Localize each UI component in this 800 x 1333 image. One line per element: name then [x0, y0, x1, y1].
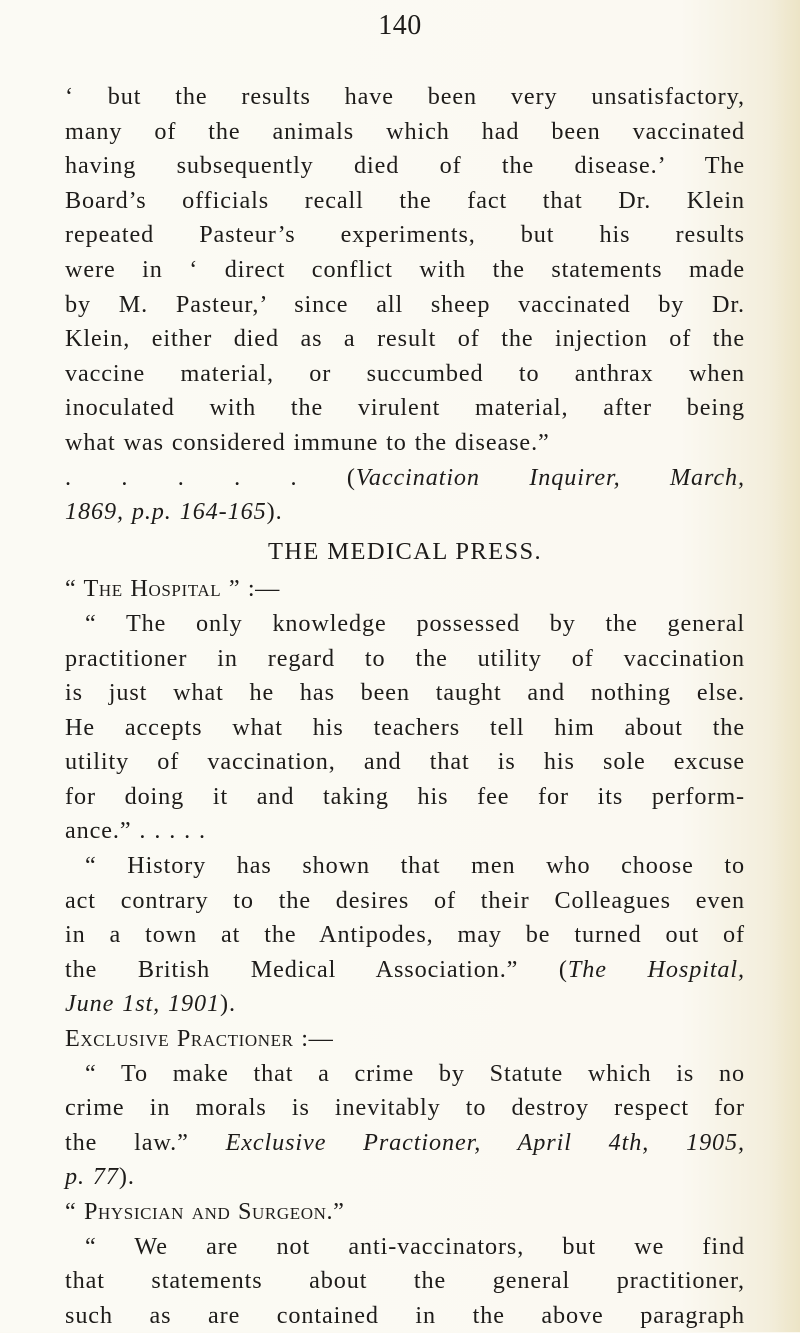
text-line: repeated Pasteur’s experiments, but his results: [65, 221, 745, 249]
body-text: [65, 80, 745, 1333]
text-line: in a town at the Antipodes, may be turned out of: [65, 921, 745, 949]
text-line: inoculated with the virulent material, after being: [65, 394, 745, 422]
text-line: many of the animals which had been vaccinated: [65, 117, 745, 145]
source-label: “ The Hospital ” :—: [65, 575, 280, 603]
text-line: such as are contained in the above paragraph: [65, 1301, 745, 1329]
text-line: crime in morals is inevitably to destroy respect for: [65, 1094, 745, 1122]
citation-line: [65, 461, 745, 496]
citation-post: ).: [118, 1163, 135, 1191]
citation-line: [65, 1160, 745, 1195]
citation-line: [65, 953, 745, 988]
text-line: Board’s officials recall the fact that Dr. Klein: [65, 186, 745, 214]
source-label: “ Physician and Surgeon.”: [65, 1198, 345, 1225]
text-line: “ To make that a crime by Statute which is no: [85, 1059, 745, 1087]
text-line: act contrary to the desires of their Colleagues even: [65, 886, 745, 914]
text-line: He accepts what his teachers tell him about the: [65, 713, 745, 741]
text-line: practitioner in regard to the utility of vaccination: [65, 644, 745, 672]
citation-line: [65, 1126, 745, 1161]
citation-pre: . . . . . (: [65, 463, 356, 491]
text-line: what was considered immune to the disease.”: [65, 428, 550, 456]
text-line: having subsequently died of the disease.’ The: [65, 152, 745, 180]
citation-italic: The Hospital,: [567, 955, 745, 983]
text-line: ance.” . . . . .: [65, 817, 206, 845]
text-line: ‘ but the results have been very unsatisfactory,: [65, 83, 745, 110]
text-line: that statements about the general practitioner,: [65, 1267, 745, 1295]
citation-italic: p. 77: [65, 1163, 119, 1191]
text-line: for doing it and taking his fee for its perform-: [65, 782, 745, 810]
text-line: “ We are not anti-vaccinators, but we find: [85, 1232, 745, 1260]
text-line: “ The only knowledge possessed by the general: [85, 609, 745, 637]
citation-italic: 1869, p.p. 164-165: [65, 498, 267, 526]
citation-line: [65, 495, 745, 530]
text-fragment: the law.”: [65, 1128, 226, 1156]
citation-italic: Vaccination Inquirer, March,: [355, 463, 745, 491]
page-number: 140: [378, 10, 422, 41]
text-fragment: the British Medical Association.” (: [65, 955, 568, 983]
text-line: were in ‘ direct conflict with the statements made: [65, 255, 745, 283]
text-line: is just what he has been taught and nothing else.: [65, 679, 745, 707]
citation-post: ).: [266, 498, 283, 526]
text-line: Klein, either died as a result of the injection of the: [65, 325, 745, 353]
citation-post: ).: [220, 990, 236, 1018]
citation-line: [65, 987, 745, 1022]
citation-italic: June 1st, 1901: [65, 990, 221, 1018]
section-heading: THE MEDICAL PRESS.: [267, 537, 543, 565]
text-line: utility of vaccination, and that is his sole excuse: [65, 748, 745, 776]
citation-italic: Exclusive Practioner, April 4th, 1905,: [225, 1128, 745, 1156]
source-label: Exclusive Practioner :—: [65, 1025, 334, 1053]
text-line: “ History has shown that men who choose to: [85, 852, 745, 880]
text-line: vaccine material, or succumbed to anthrax when: [65, 359, 745, 387]
text-line: by M. Pasteur,’ since all sheep vaccinated by Dr.: [65, 290, 745, 318]
